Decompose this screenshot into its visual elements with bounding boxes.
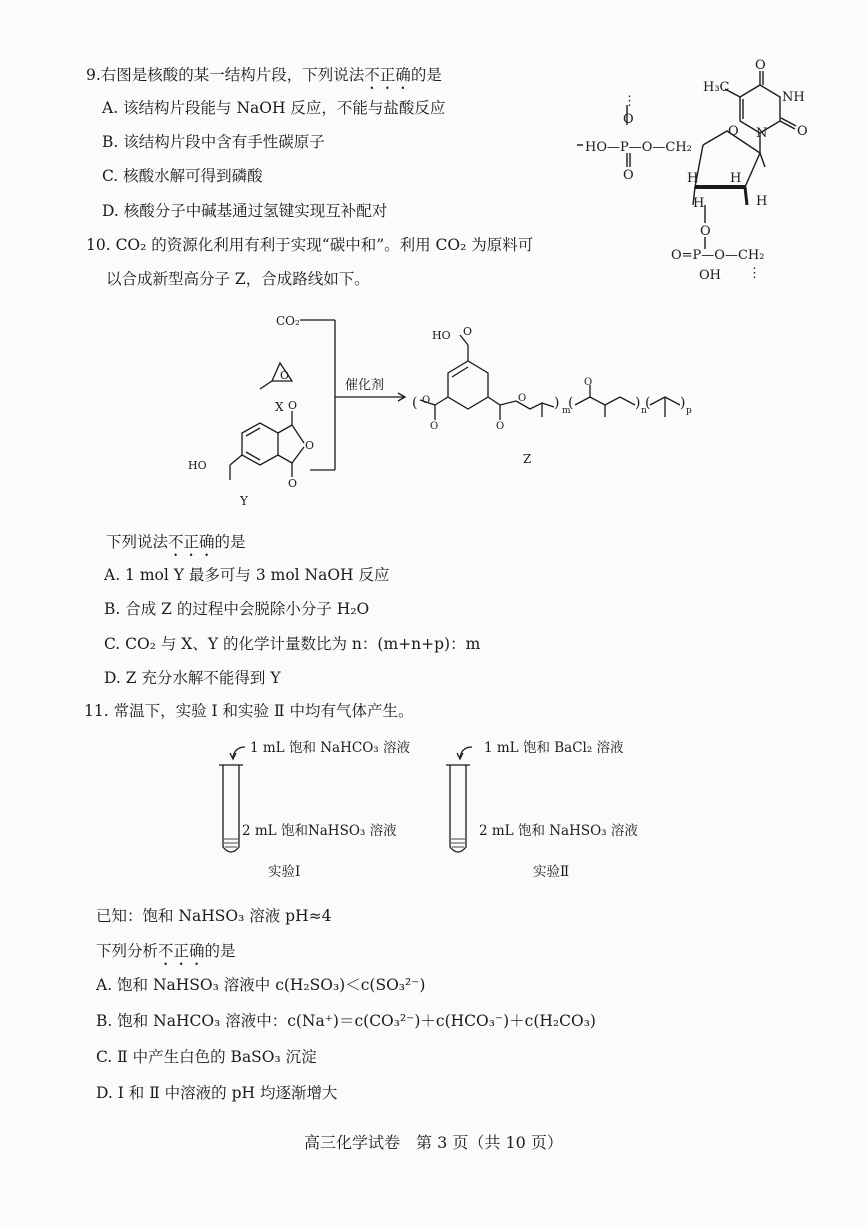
svg-text:O: O (584, 377, 593, 388)
q9-stem (86, 66, 442, 93)
svg-text:O=P—O—CH₂: O=P—O—CH₂ (671, 248, 765, 263)
q9-option-d: D. 核酸分子中碱基通过氢键实现互补配对 (102, 202, 388, 220)
q10-stem-part-a: 下列说法 (106, 533, 169, 551)
svg-text:O: O (463, 325, 473, 338)
svg-text:O: O (288, 399, 298, 412)
svg-text:p: p (686, 406, 692, 416)
svg-text:n: n (641, 406, 647, 416)
q9-option-c: C. 核酸水解可得到磷酸 (102, 167, 263, 185)
svg-text:HO: HO (188, 459, 207, 472)
svg-text:O: O (422, 395, 431, 406)
svg-text:(: ( (412, 395, 418, 411)
q11-option-c: C. Ⅱ 中产生白色的 BaSO₃ 沉淀 (96, 1048, 317, 1066)
svg-text:HO: HO (432, 329, 451, 342)
svg-text:HO—P—O—CH₂: HO—P—O—CH₂ (585, 140, 692, 155)
svg-text:N: N (756, 126, 768, 141)
q9-stem-emphasis: 不正确 (364, 66, 411, 84)
exp2-bottom-label: 2 mL 饱和 NaHSO₃ 溶液 (479, 823, 638, 839)
svg-text:H₃C: H₃C (703, 80, 730, 95)
q11-stem-part-a: 下列分析 (96, 942, 159, 960)
exp1-bottom-label: 2 mL 饱和NaHSO₃ 溶液 (242, 823, 397, 839)
svg-text:H: H (693, 196, 705, 211)
svg-text:H: H (687, 171, 699, 186)
q10-option-c: C. CO₂ 与 X、Y 的化学计量数比为 n：(m+n+p)：m (104, 635, 481, 653)
q10-option-d: D. Z 充分水解不能得到 Y (104, 669, 281, 687)
svg-text:O: O (518, 393, 527, 404)
exp1-top-label: 1 mL 饱和 NaHCO₃ 溶液 (250, 740, 410, 756)
svg-text:O: O (430, 421, 439, 432)
exp2-name: 实验Ⅱ (533, 864, 570, 880)
q11-known: 已知：饱和 NaHSO₃ 溶液 pH≈4 (96, 907, 332, 925)
q9-option-a: A. 该结构片段能与 NaOH 反应，不能与盐酸反应 (102, 99, 446, 117)
q11-analysis-stem (96, 942, 236, 969)
q9-option-b: B. 该结构片段中含有手性碳原子 (102, 133, 325, 151)
svg-text:O: O (623, 168, 634, 183)
q11-option-b: B. 饱和 NaHCO₃ 溶液中：c(Na⁺)＝c(CO₃²⁻)＋c(HCO₃⁻)＋c(H₂CO₃) (96, 1012, 596, 1030)
svg-text:O: O (288, 477, 298, 490)
svg-text:): ) (680, 395, 686, 411)
svg-text:Y: Y (240, 494, 248, 508)
q9-stem-part-a: 9.右图是核酸的某一结构片段，下列说法 (86, 66, 365, 84)
q10-line1: 10. CO₂ 的资源化利用有利于实现“碳中和”。利用 CO₂ 为原料可 (86, 236, 534, 254)
q10-stem-part-c: 的是 (214, 533, 246, 551)
experiment-diagram (205, 735, 685, 875)
q10-line2: 以合成新型高分子 Z，合成路线如下。 (106, 270, 370, 288)
q10-option-b: B. 合成 Z 的过程中会脱除小分子 H₂O (104, 600, 370, 618)
svg-text:⋮: ⋮ (623, 94, 636, 109)
svg-text:): ) (635, 395, 641, 411)
q10-stem-emphasis: 不正确 (168, 533, 215, 551)
q9-stem-part-c: 的是 (410, 66, 442, 84)
synthesis-scheme (180, 305, 720, 520)
svg-text:O: O (280, 369, 290, 382)
svg-text:H: H (756, 194, 768, 209)
exp1-name: 实验Ⅰ (268, 864, 301, 880)
svg-text:(: ( (568, 395, 574, 411)
svg-text:Z: Z (523, 452, 532, 466)
svg-text:O: O (305, 439, 315, 452)
q11-stem-part-c: 的是 (204, 942, 236, 960)
svg-text:O: O (700, 224, 711, 239)
svg-text:H: H (730, 171, 742, 186)
svg-text:催化剂: 催化剂 (345, 378, 385, 393)
svg-text:O: O (623, 112, 634, 127)
svg-text:O: O (728, 124, 739, 139)
svg-text:CO₂: CO₂ (276, 314, 300, 328)
svg-text:O: O (797, 124, 808, 139)
svg-text:O: O (496, 421, 505, 432)
svg-text:OH: OH (699, 268, 721, 283)
q11-option-a: A. 饱和 NaHSO₃ 溶液中 c(H₂SO₃)＜c(SO₃²⁻) (96, 976, 426, 994)
page-footer: 高三化学试卷 第 3 页（共 10 页） (304, 1133, 563, 1152)
q11-option-d: D. Ⅰ 和 Ⅱ 中溶液的 pH 均逐渐增大 (96, 1084, 338, 1102)
nucleotide-structure (575, 55, 815, 285)
q11-stem-emphasis: 不正确 (158, 942, 205, 960)
svg-text:(: ( (645, 395, 651, 411)
q11-stem: 11. 常温下，实验 Ⅰ 和实验 Ⅱ 中均有气体产生。 (84, 702, 414, 720)
exp2-top-label: 1 mL 饱和 BaCl₂ 溶液 (484, 740, 624, 756)
q10-stem (106, 533, 246, 560)
q10-option-a: A. 1 mol Y 最多可与 3 mol NaOH 反应 (104, 566, 390, 584)
svg-text:NH: NH (782, 90, 805, 105)
svg-text:⋮: ⋮ (748, 266, 761, 281)
svg-text:m: m (562, 406, 571, 416)
svg-text:X: X (275, 400, 284, 414)
svg-text:O: O (755, 58, 766, 73)
svg-text:): ) (554, 395, 560, 411)
